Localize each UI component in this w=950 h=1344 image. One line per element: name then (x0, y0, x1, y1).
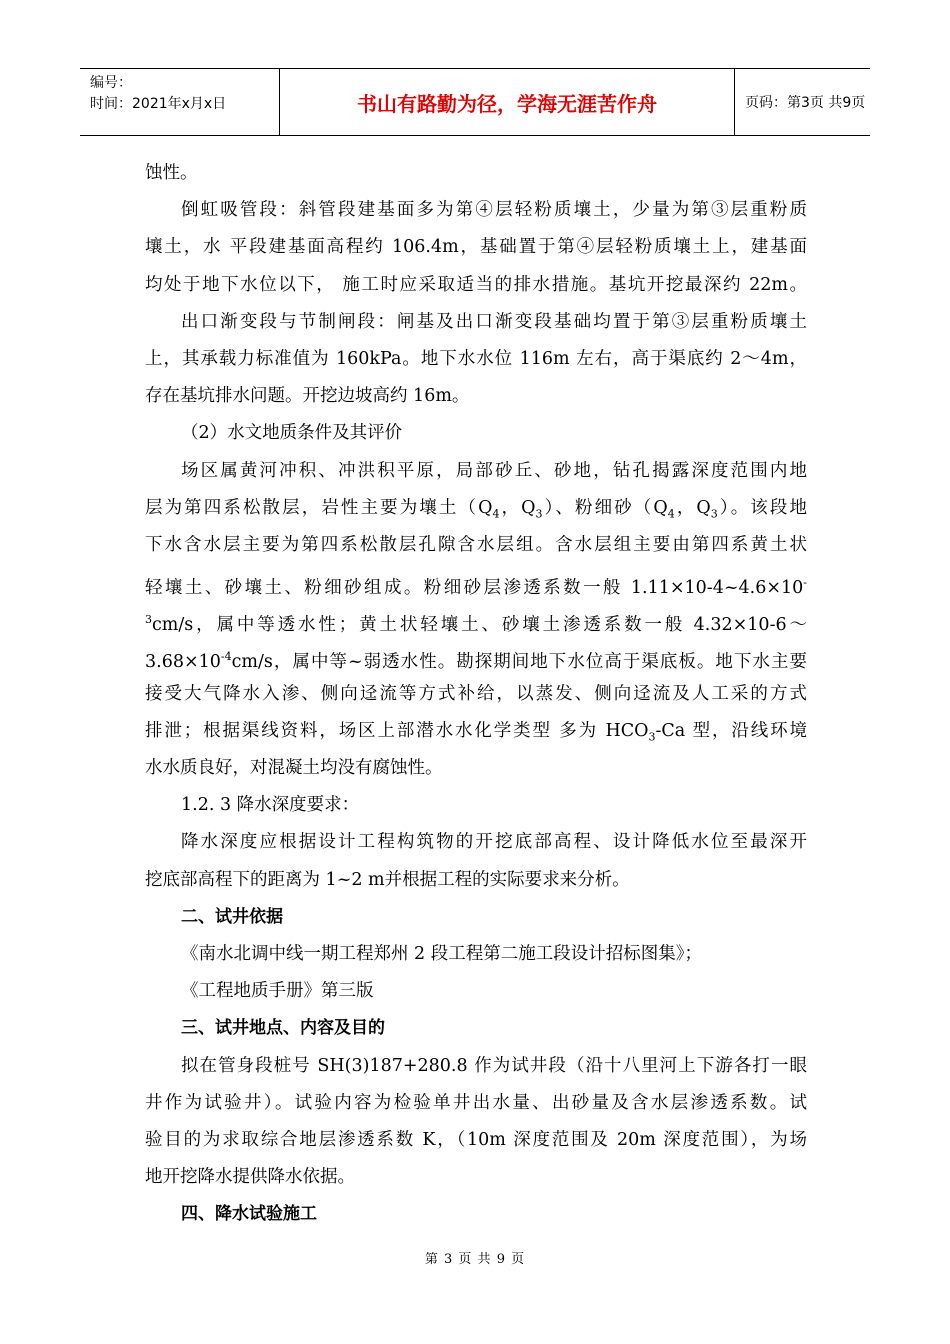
text-segment: 排泄；根据渠线资料，场区上部潜水水化学类型 多为 HCO (145, 720, 649, 741)
superscript: 3 (145, 613, 152, 627)
superscript: - (803, 576, 807, 590)
text-line: 出口渐变段与节制闸段：闸基及出口渐变段基础均置于第③层重粉质壤土 (181, 311, 807, 332)
subscript: 4 (667, 507, 675, 521)
text-line: 地开挖降水提供降水依据。 (145, 1167, 355, 1188)
text-line: 水水质良好，对混凝土均没有腐蚀性。 (145, 758, 443, 778)
superscript: -4 (220, 650, 232, 664)
document-body (145, 155, 807, 1233)
subscript: 3 (648, 730, 656, 744)
text-line: 蚀性。 (145, 163, 198, 183)
text-line: 降水深度应根据设计工程构筑物的开挖底部高程、设计降低水位至最深开 (181, 832, 807, 853)
text-segment: 层为第四系松散层，岩性主要为壤土（Q (145, 497, 493, 518)
text-segment: ，Q (674, 497, 711, 518)
header-meta (80, 69, 280, 135)
text-line (145, 490, 807, 527)
text-line: 存在基坑排水问题。开挖边坡高约 16m。 (145, 386, 470, 407)
reference-item: 《南水北调中线一期工程郑州 2 段工程第二施工段设计招标图集》； (181, 943, 703, 964)
text-line: 验目的为求取综合地层渗透系数 K，（10m 深度范围及 20m 深度范围），为场 (145, 1129, 807, 1150)
text-segment: ，Q (499, 497, 536, 518)
text-segment: cm/s，属中等透水性；黄土状轻壤土、砂壤土渗透系数一般 4.32×10-6～ (152, 615, 807, 636)
text-segment: 3.68×10 (145, 652, 221, 673)
page-header (80, 68, 870, 136)
subscript: 3 (535, 507, 543, 521)
reference-item: 《工程地质手册》第三版 (181, 981, 374, 1002)
text-line: 均处于地下水位以下， 施工时应采取适当的排水措施。基坑开挖最深约 22m。 (145, 274, 807, 295)
text-segment: 轻壤土、砂壤土、粉细砂组成。粉细砂层渗透系数一般 1.11×10-4~4.6×10 (145, 577, 804, 598)
document-time: 时间：2021年x月x日 (90, 96, 227, 112)
page-footer: 第 3 页 共 9 页 (424, 1252, 526, 1267)
text-line (145, 564, 807, 601)
header-page-info: 页码：第3页 共9页 (745, 95, 866, 111)
text-line (145, 713, 807, 750)
section-heading: 二、试井依据 (181, 906, 283, 927)
header-motto: 书山有路勤为径，学海无涯苦作舟 (280, 69, 735, 135)
text-line: 接受大气降水入渗、侧向迳流等方式补给，以蒸发、侧向迳流及人工采的方式 (145, 683, 807, 704)
text-segment: cm/s，属中等~弱透水性。勘探期间地下水位高于渠底板。地下水主要 (231, 652, 807, 673)
text-line: 壤土，水 平段建基面高程约 106.4m，基础置于第④层轻粉质壤土上，建基面 (145, 237, 807, 258)
section-subheading: 1.2. 3 降水深度要求： (181, 795, 360, 816)
document-number: 编号： (90, 75, 132, 91)
text-line (145, 601, 807, 638)
text-segment: ）、粉细砂（Q (542, 497, 668, 518)
text-line: 拟在管身段桩号 SH(3)187+280.8 作为试井段（沿十八里河上下游各打一眼 (181, 1055, 807, 1076)
text-line: 井作为试验井）。试验内容为检验单井出水量、出砂量及含水层渗透系数。试 (145, 1092, 807, 1113)
text-line: 上，其承载力标准值为 160kPa。地下水水位 116m 左右，高于渠底约 2～4m， (145, 348, 807, 369)
text-line: 挖底部高程下的距离为 1~2 m并根据工程的实际要求来分析。 (145, 869, 630, 890)
subscript: 4 (492, 507, 500, 521)
text-line: 场区属黄河冲积、冲洪积平原，局部砂丘、砂地，钻孔揭露深度范围内地 (181, 460, 807, 481)
text-line: 下水含水层主要为第四系松散层孔隙含水层组。含水层组主要由第四系黄土状 (145, 534, 807, 555)
subscript: 3 (710, 507, 718, 521)
text-segment: ）。该段地 (717, 497, 807, 518)
section-heading: 四、降水试验施工 (181, 1204, 317, 1225)
text-line: 倒虹吸管段：斜管段建基面多为第④层轻粉质壤土，少量为第③层重粉质 (181, 200, 807, 221)
section-subheading: （2）水文地质条件及其评价 (181, 423, 403, 444)
text-segment: -Ca 型，沿线环境 (655, 720, 807, 741)
text-line (145, 638, 807, 675)
section-heading: 三、试井地点、内容及目的 (181, 1018, 385, 1039)
